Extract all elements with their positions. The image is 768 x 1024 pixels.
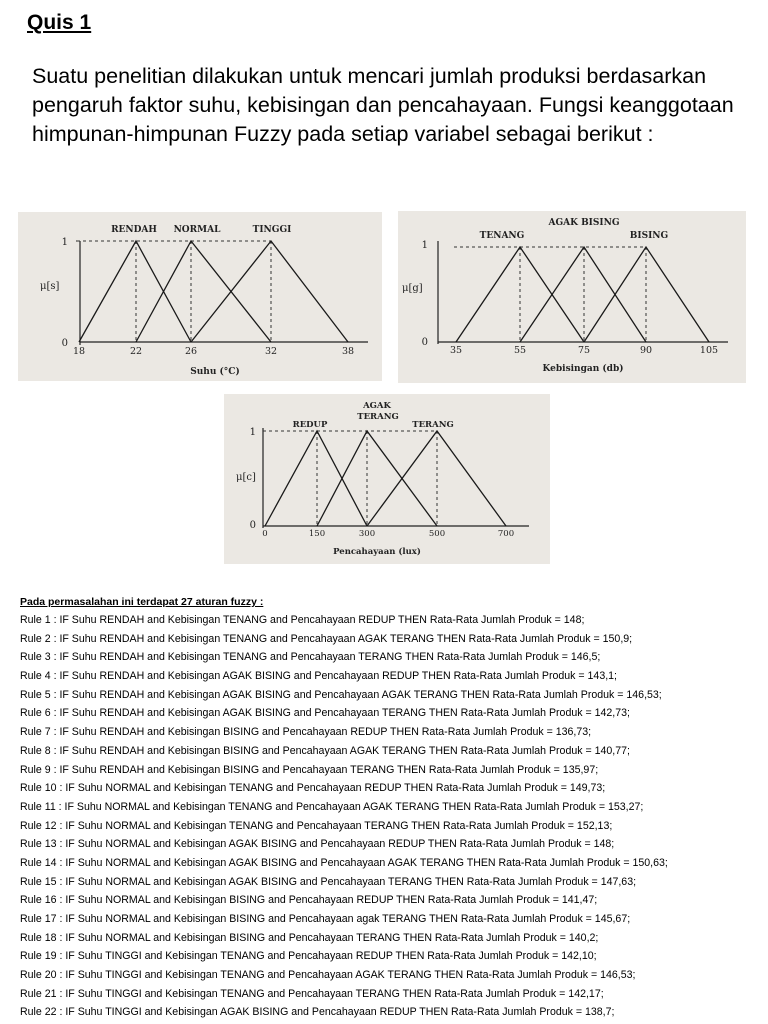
- x-axis-label: Pencahayaan (lux): [333, 547, 421, 557]
- x-tick-label: 32: [264, 346, 278, 357]
- x-tick-label: 500: [428, 529, 446, 539]
- rule-item: Rule 13 : IF Suhu NORMAL and Kebisingan AGAK BISING and Pencahayaan REDUP THEN Rata-Rata Jumlah Produk = 148;: [20, 838, 615, 851]
- dashed-guides: [263, 431, 437, 526]
- set-label-redup: REDUP: [292, 420, 328, 430]
- set-label-terang: TERANG: [412, 420, 454, 430]
- x-tick-label: 105: [699, 345, 719, 356]
- rule-item: Rule 4 : IF Suhu RENDAH and Kebisingan AGAK BISING and Pencahayaan REDUP THEN Rata-Rata Jumlah Produk = 143,1;: [20, 670, 617, 683]
- rule-item: Rule 7 : IF Suhu RENDAH and Kebisingan BISING and Pencahayaan REDUP THEN Rata-Rata Jumlah Produk = 136,73;: [20, 726, 592, 739]
- chart-pencahayaan: [224, 394, 550, 564]
- rule-item: Rule 5 : IF Suhu RENDAH and Kebisingan AGAK BISING and Pencahayaan AGAK TERANG THEN Rata-Rata Jumlah Produk = 146,53;: [20, 688, 662, 701]
- rule-item: Rule 14 : IF Suhu NORMAL and Kebisingan AGAK BISING and Pencahayaan AGAK TERANG THEN Rata-Rata Jumlah Produk = 150,63;: [20, 856, 668, 869]
- set-label-normal: NORMAL: [173, 225, 221, 235]
- x-tick-label: 300: [358, 529, 376, 539]
- y-axis-label: μ[g]: [402, 283, 423, 294]
- membership-lines: [456, 247, 709, 342]
- x-axis-label: Kebisingan (db): [542, 364, 624, 374]
- intro-paragraph: Suatu penelitian dilakukan untuk mencari jumlah produksi berdasarkan pengaruh faktor suhu, kebisingan dan pencahayaan. Fungsi keanggotaan himpunan-himpunan Fuzzy pada setiap variabel sebagai berikut :: [32, 64, 734, 146]
- page-title: Quis 1: [27, 11, 92, 34]
- rule-item: Rule 6 : IF Suhu RENDAH and Kebisingan AGAK BISING and Pencahayaan TERANG THEN Rata-Rata Jumlah Produk = 142,73;: [20, 707, 630, 720]
- set-label-bising: BISING: [629, 231, 669, 241]
- set-label-agak: AGAK: [363, 401, 391, 411]
- rule-item: Rule 11 : IF Suhu NORMAL and Kebisingan TENANG and Pencahayaan AGAK TERANG THEN Rata-Rata Jumlah Produk = 153,27;: [20, 800, 644, 813]
- chart-kebisingan: [398, 211, 746, 383]
- rule-item: Rule 3 : IF Suhu RENDAH and Kebisingan TENANG and Pencahayaan TERANG THEN Rata-Rata Jumlah Produk = 146,5;: [20, 651, 601, 664]
- set-label-tinggi: TINGGI: [252, 225, 292, 235]
- x-tick-label: 90: [639, 345, 653, 356]
- x-tick-label: 700: [497, 529, 515, 539]
- y-tick-label: 0: [61, 338, 68, 349]
- rule-item: Rule 8 : IF Suhu RENDAH and Kebisingan BISING and Pencahayaan AGAK TERANG THEN Rata-Rata Jumlah Produk = 140,77;: [20, 744, 630, 757]
- set-label-agak-terang: TERANG: [357, 412, 399, 422]
- x-tick-label: 75: [577, 345, 591, 356]
- rule-item: Rule 16 : IF Suhu NORMAL and Kebisingan BISING and Pencahayaan REDUP THEN Rata-Rata Jumlah Produk = 141,47;: [20, 894, 598, 907]
- rule-item: Rule 18 : IF Suhu NORMAL and Kebisingan BISING and Pencahayaan TERANG THEN Rata-Rata Jumlah Produk = 140,2;: [20, 931, 599, 944]
- x-tick-label: 35: [449, 345, 463, 356]
- x-tick-label: 22: [129, 346, 143, 357]
- x-tick-label: 55: [513, 345, 527, 356]
- rules-list: [20, 611, 668, 1022]
- set-label-tenang: TENANG: [479, 231, 525, 241]
- membership-lines: [265, 431, 506, 526]
- x-tick-label: 38: [341, 346, 355, 357]
- dashed-guides: [77, 241, 271, 342]
- rule-item: Rule 9 : IF Suhu RENDAH and Kebisingan BISING and Pencahayaan TERANG THEN Rata-Rata Jumlah Produk = 135,97;: [20, 763, 599, 776]
- rule-item: Rule 15 : IF Suhu NORMAL and Kebisingan AGAK BISING and Pencahayaan TERANG THEN Rata-Rata Jumlah Produk = 147,63;: [20, 875, 637, 888]
- membership-lines: [79, 241, 348, 342]
- rule-item: Rule 20 : IF Suhu TINGGI and Kebisingan TENANG and Pencahayaan AGAK TERANG THEN Rata-Rata Jumlah Produk = 146,53;: [20, 969, 636, 982]
- rule-item: Rule 19 : IF Suhu TINGGI and Kebisingan TENANG and Pencahayaan REDUP THEN Rata-Rata Jumlah Produk = 142,10;: [20, 950, 597, 963]
- rule-item: Rule 21 : IF Suhu TINGGI and Kebisingan TENANG and Pencahayaan TERANG THEN Rata-Rata Jumlah Produk = 142,17;: [20, 987, 604, 1000]
- rule-item: Rule 12 : IF Suhu NORMAL and Kebisingan TENANG and Pencahayaan TERANG THEN Rata-Rata Jumlah Produk = 152,13;: [20, 819, 613, 832]
- series-line-tinggi: [191, 241, 348, 342]
- chart-suhu: [18, 212, 382, 381]
- rule-item: Rule 2 : IF Suhu RENDAH and Kebisingan TENANG and Pencahayaan AGAK TERANG THEN Rata-Rata Jumlah Produk = 150,9;: [20, 632, 633, 645]
- x-axis-label: Suhu (°C): [190, 367, 240, 377]
- y-axis-label: μ[c]: [236, 472, 256, 483]
- rule-item: Rule 17 : IF Suhu NORMAL and Kebisingan BISING and Pencahayaan agak TERANG THEN Rata-Rata Jumlah Produk = 145,67;: [20, 913, 631, 925]
- y-tick-label: 1: [421, 240, 428, 251]
- chart-kebisingan-svg: [398, 211, 746, 383]
- series-line-agak-bising: [520, 247, 646, 342]
- y-axis-label: μ[s]: [40, 281, 60, 292]
- rules-heading: Pada permasalahan ini terdapat 27 aturan fuzzy :: [20, 596, 264, 608]
- y-tick-label: 0: [249, 520, 256, 531]
- x-tick-label: 26: [184, 346, 198, 357]
- set-label-rendah: RENDAH: [111, 225, 157, 235]
- rule-item: Rule 1 : IF Suhu RENDAH and Kebisingan TENANG and Pencahayaan REDUP THEN Rata-Rata Jumlah Produk = 148;: [20, 614, 585, 626]
- y-tick-label: 1: [249, 427, 256, 438]
- rule-item: Rule 22 : IF Suhu TINGGI and Kebisingan AGAK BISING and Pencahayaan REDUP THEN Rata-Rata Jumlah Produk = 138,7;: [20, 1006, 615, 1019]
- series-line-redup: [265, 431, 367, 526]
- x-tick-label: 0: [262, 529, 268, 539]
- chart-pencahayaan-svg: [224, 394, 550, 564]
- rule-item: Rule 10 : IF Suhu NORMAL and Kebisingan TENANG and Pencahayaan REDUP THEN Rata-Rata Jumlah Produk = 149,73;: [20, 782, 606, 795]
- set-label-agak-bising: AGAK BISING: [548, 218, 620, 228]
- chart-suhu-svg: [18, 212, 382, 381]
- series-line-rendah: [79, 241, 191, 342]
- y-tick-label: 1: [61, 237, 68, 248]
- y-tick-label: 0: [421, 337, 428, 348]
- x-tick-label: 150: [308, 529, 326, 539]
- x-tick-label: 18: [72, 346, 86, 357]
- dashed-guides: [454, 247, 646, 342]
